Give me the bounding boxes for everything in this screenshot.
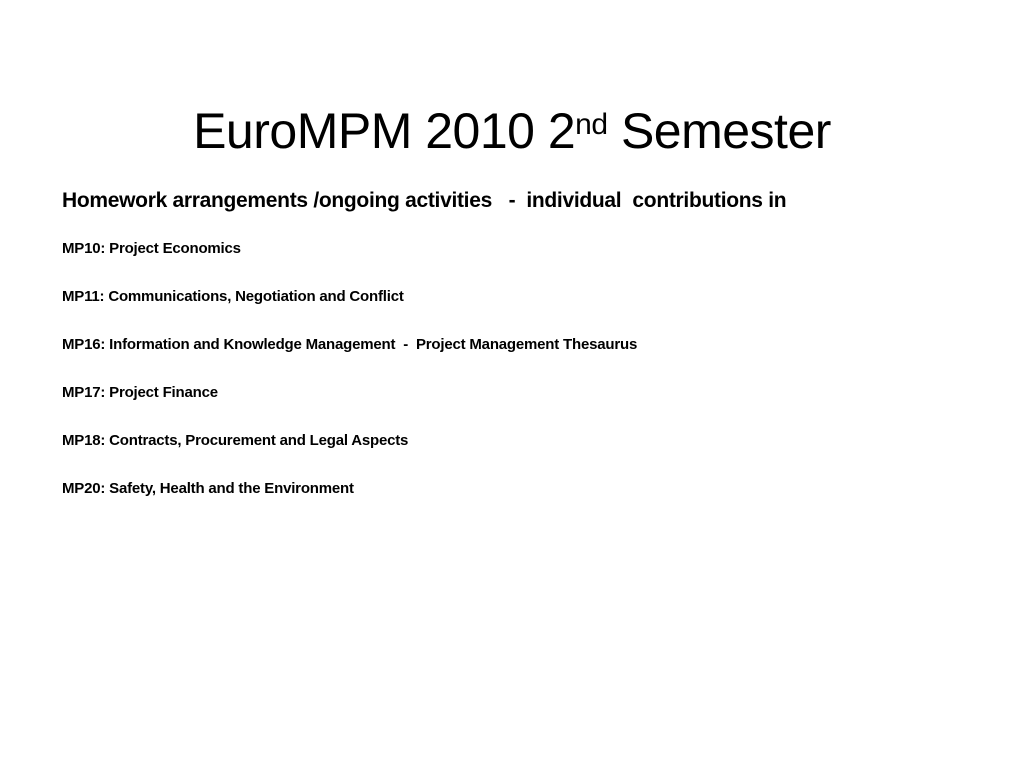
content-heading: Homework arrangements /ongoing activities - individual contributions in [62, 189, 787, 212]
module-item-mp17: MP17: Project Finance [62, 384, 218, 401]
module-item-mp18: MP18: Contracts, Procurement and Legal Aspects [62, 432, 409, 449]
title-suffix: Semester [607, 102, 831, 159]
module-item-mp20: MP20: Safety, Health and the Environment [62, 480, 354, 497]
module-list [62, 239, 982, 499]
module-item-mp16: MP16: Information and Knowledge Management - Project Management Thesaurus [62, 336, 638, 353]
title-superscript: nd [575, 107, 608, 141]
slide-content [62, 186, 982, 499]
module-item-mp10: MP10: Project Economics [62, 240, 241, 257]
module-item-mp11: MP11: Communications, Negotiation and Conflict [62, 288, 404, 305]
title-main: EuroMPM 2010 2 [193, 102, 576, 159]
slide-title [0, 96, 1024, 166]
